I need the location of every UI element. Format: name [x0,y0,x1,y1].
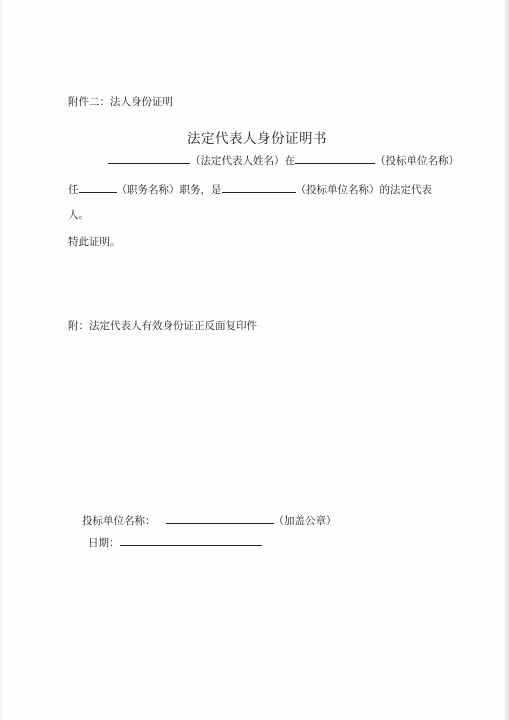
label-position: （职务名称）职务，是 [116,184,222,196]
certify-text: 特此证明。 [68,236,121,248]
signature-company-row [82,513,337,528]
attachment-note: 附：法定代表人有效身份证正反面复印件 [68,320,257,332]
blank-company-name-2[interactable] [222,182,296,193]
blank-representative-name[interactable] [108,153,190,164]
label-ren: 任 [68,184,79,196]
label-representative-name: （法定代表人姓名）在 [190,155,295,167]
line-3: 人。 [68,209,89,221]
label-date: 日期： [88,537,120,549]
attachment-heading: 附件二：法人身份证明 [68,96,173,108]
line-2 [68,182,432,197]
signature-date-row [88,535,262,550]
blank-date[interactable] [120,535,262,546]
label-company-name-1: （投标单位名称） [375,155,459,167]
label-seal-note: （加盖公章） [273,515,337,527]
scan-edge-left [0,0,3,720]
blank-company-name-1[interactable] [295,153,375,164]
label-signature-company: 投标单位名称： [82,515,156,527]
blank-signature-company[interactable] [166,513,274,524]
document-title: 法定代表人身份证明书 [187,131,327,147]
label-company-name-2: （投标单位名称）的法定代表 [295,184,432,196]
blank-position[interactable] [79,182,117,193]
scan-edge-right [503,0,509,720]
line-1 [108,153,459,168]
